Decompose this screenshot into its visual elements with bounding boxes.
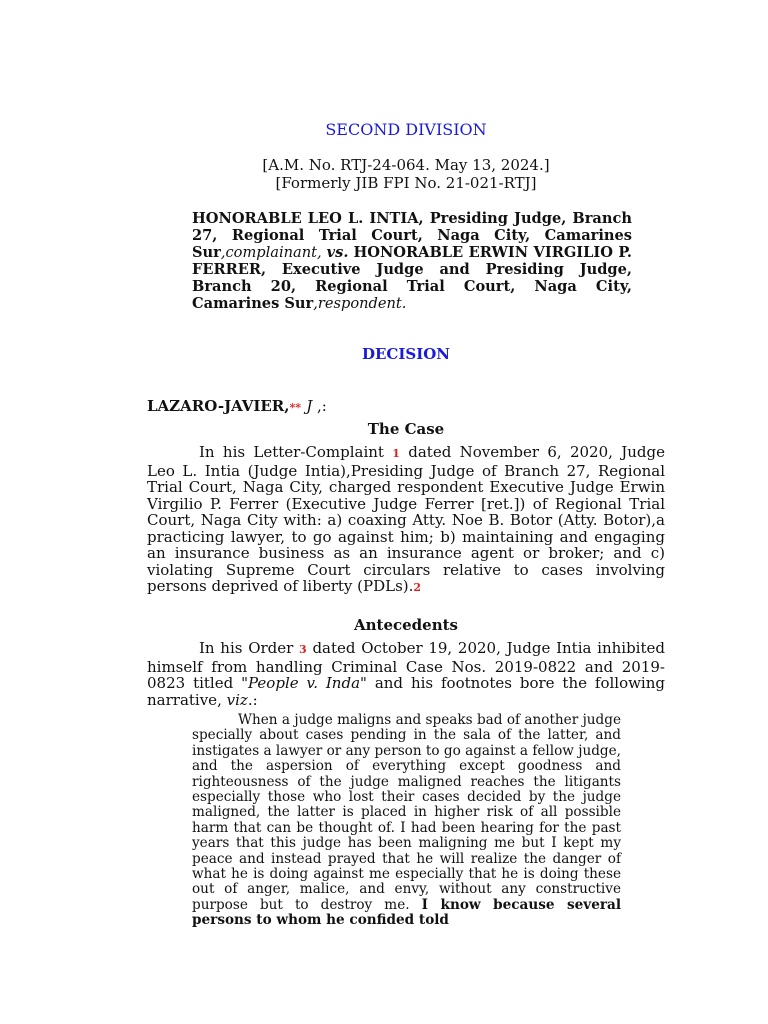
division-heading: SECOND DIVISION — [325, 120, 487, 139]
case-title: People v. Inda — [248, 674, 361, 692]
paragraph-antecedents — [147, 640, 665, 708]
heading-antecedents: Antecedents — [353, 616, 458, 634]
case-caption — [192, 210, 632, 312]
versus-label: vs. — [326, 244, 349, 261]
ponente-name: LAZARO-JAVIER, — [147, 397, 290, 415]
footnote-ref-3[interactable]: 3 — [299, 643, 307, 656]
complainant-name: HONORABLE LEO L. INTIA, Presiding Judge, Branch 27, Regional Trial Court, Naga City, Camarines Sur — [192, 210, 632, 261]
respondent-role: ,respondent. — [313, 295, 407, 312]
block-quote — [192, 713, 621, 929]
docket-number: [A.M. No. RTJ-24-064. May 13, 2024.] — [262, 156, 550, 174]
quote-text: When a judge maligns and speaks bad of another judge specially about cases pending in the sala of the latter, and instigates a lawyer or any person to go against a fellow judge, and the aspersion of everything except goodness and righteousness of the judge maligned reaches the litigants especially those who lost their cases decided by the judge maligned, the latter is placed in higher risk of all possible harm that can be thought of. I had been hearing for the past years that this judge has been maligning me but I kept my peace and instead prayed that he will realize the danger of what he is doing against me especially that he is doing these out of anger, malice, and envy, without any constructive purpose but to destroy me. — [192, 712, 621, 913]
ponente-line — [147, 397, 327, 415]
complainant-role: ,complainant, — [220, 244, 322, 261]
quote-bold-text: I know because several persons to whom he confided told — [192, 896, 621, 929]
antecedents-text-4: .: — [247, 690, 258, 709]
ponente-suffix: J — [306, 397, 313, 415]
viz-label: viz — [226, 690, 248, 709]
case-text-1: In his Letter-Complaint — [199, 443, 384, 461]
paragraph-the-case — [147, 444, 665, 597]
ponente-tail: ,: — [312, 397, 327, 415]
former-docket-number: [Formerly JIB FPI No. 21-021-RTJ] — [275, 174, 537, 192]
decision-title: DECISION — [361, 345, 451, 363]
antecedents-text-1: In his Order — [199, 639, 294, 657]
footnote-ref-ponente[interactable]: ** — [289, 401, 302, 414]
case-text-2: dated November 6, 2020, Judge Leo L. Intia (Judge Intia),Presiding Judge of Branch 27, Regional Trial Court, Naga City, charged respondent Executive Judge Erwin Virgilio P. Ferrer (Executive Judge Ferrer [ret.]) of Regional Trial Court, Naga City with: a) coaxing Atty. Noe B. Botor (Atty. Botor),a practicing lawyer, to go against him; b) maintaining and engaging an insurance business as an insurance agent or broker; and c) violating Supreme Court circulars relative to cases involving persons deprived of liberty (PDLs). — [147, 443, 665, 595]
respondent-name: HONORABLE ERWIN VIRGILIO P. FERRER, Executive Judge and Presiding Judge, Branch 20, Regional Trial Court, Naga City, Camarines Sur — [192, 244, 632, 312]
footnote-ref-1[interactable]: 1 — [392, 447, 400, 460]
footnote-ref-2[interactable]: 2 — [413, 581, 422, 594]
docket-block — [0, 156, 768, 192]
antecedents-text-3: " and his footnotes bore the following narrative, — [147, 674, 665, 709]
heading-the-case: The Case — [367, 420, 445, 438]
antecedents-text-2: dated October 19, 2020, Judge Intia inhibited himself from handling Criminal Case Nos. 2019-0822 and 2019-0823 titled " — [147, 639, 665, 692]
